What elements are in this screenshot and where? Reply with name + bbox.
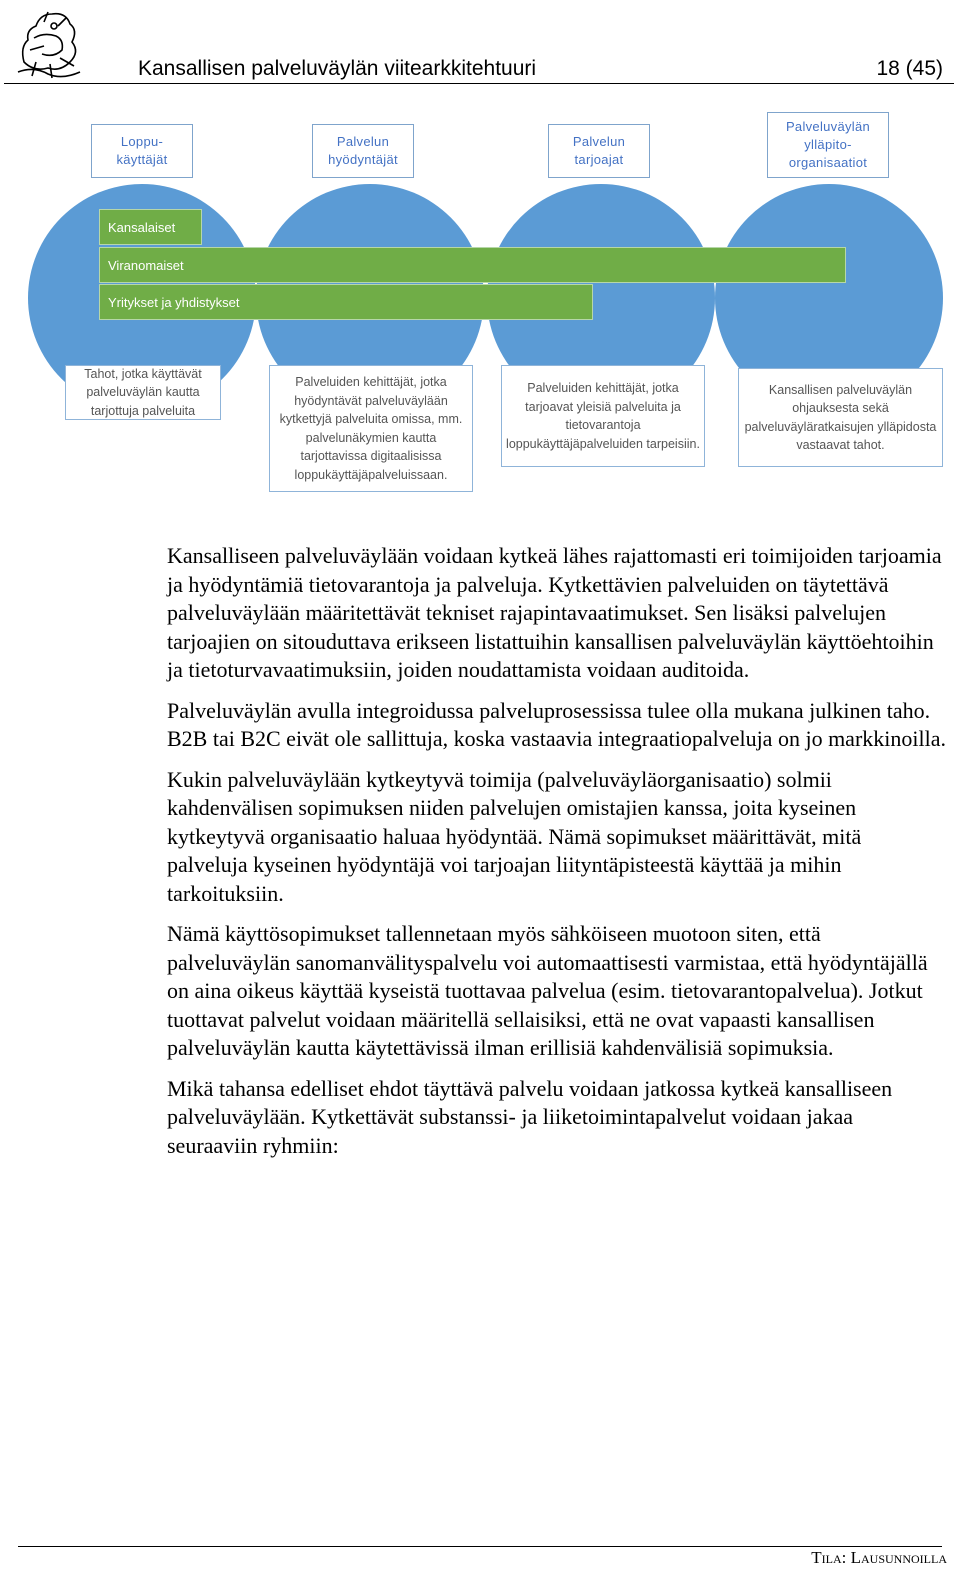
paragraph: Palveluväylän avulla integroidussa palveluprosessissa tulee olla mukana julkinen taho. B2B tai B2C eivät ole sallittuja, koska vastaavia integraatiopalveluja on jo markkinoilla. <box>167 697 946 751</box>
band-companies: Yritykset ja yhdistykset <box>99 284 593 320</box>
footer-divider <box>18 1546 942 1547</box>
role-label-service-providers: Palvelun tarjoajat <box>548 124 650 178</box>
stakeholder-diagram <box>0 100 960 500</box>
band-authorities: Viranomaiset <box>99 247 846 283</box>
paragraph: Kansalliseen palveluväylään voidaan kytkeä lähes rajattomasti eri toimijoiden tarjoamia ja hyödyntämiä tietovarantoja ja palveluja. Kytkettävien palveluiden on täytettävä palveluväylään määritettävät tekniset rajapintavaatimukset. Sen lisäksi palvelujen tarjoajien on sitouduttava erikseen listattuihin kansallisen palveluväylän käyttöehtoihin ja tietoturvavaatimuksiin, joiden noudattamista voidaan auditoida. <box>167 543 942 682</box>
page-number: 18 (45) <box>876 57 943 80</box>
description-service-providers: Palveluiden kehittäjät, jotka tarjoavat yleisiä palveluita ja tietovarantoja loppukäyttäjäpalveluiden tarpeisiin. <box>501 365 705 467</box>
document-status: Tila: Lausunnoilla <box>811 1548 947 1567</box>
description-end-users: Tahot, jotka käyttävät palveluväylän kautta tarjottuja palveluita <box>65 365 221 420</box>
description-maintenance: Kansallisen palveluväylän ohjauksesta sekä palveluväyläratkaisujen ylläpidosta vastaavat tahot. <box>738 368 943 467</box>
band-citizens: Kansalaiset <box>99 209 202 245</box>
coat-of-arms-logo <box>14 2 84 82</box>
header-divider <box>4 83 954 84</box>
role-label-maintenance: Palveluväylän ylläpito- organisaatiot <box>767 112 889 178</box>
document-title: Kansallisen palveluväylän viitearkkitehtuuri <box>138 57 537 80</box>
paragraph: Kukin palveluväylään kytkeytyvä toimija (palveluväyläorganisaatio) solmii kahdenvälisen sopimuksen niiden palvelujen omistajien kanssa, joita kyseinen kytkeytyvä organisaatio haluaa hyödyntää. Nämä sopimukset määrittävät, mitä palveluja kyseinen hyödyntäjä voi tarjoajan liityntäpisteestä käyttää ja mihin tarkoituksiin. <box>167 766 862 906</box>
body-text <box>167 542 947 1172</box>
description-service-users: Palveluiden kehittäjät, jotka hyödyntävät palveluväylään kytkettyjä palveluita omissa, mm. palvelunäkymien kautta tarjottavissa digitaalisissa loppukäyttäjäpalveluissaan. <box>269 365 473 492</box>
role-label-end-users: Loppu- käyttäjät <box>91 124 193 178</box>
paragraph: Mikä tahansa edelliset ehdot täyttävä palvelu voidaan jatkossa kytkeä kansalliseen palveluväylään. Kytkettävät substanssi- ja liiketoimintapalvelut voidaan jakaa seuraaviin ryhmiin: <box>167 1075 893 1158</box>
role-label-service-users: Palvelun hyödyntäjät <box>312 124 414 178</box>
paragraph: Nämä käyttösopimukset tallennetaan myös sähköiseen muotoon siten, että palveluväylän sanomanvälityspalvelu voi automaattisesti varmistaa, että hyödyntäjällä on aina oikeus käyttää kyseistä tuottavaa palvelua (esim. tietovarantopalvelua). Jotkut tuottavat palvelut voidaan määritellä sellaisiksi, että ne ovat vapaasti kansallisen palveluväylän kautta käytettävissä ilman erillisiä kahdenvälisiä sopimuksia. <box>167 921 928 1060</box>
